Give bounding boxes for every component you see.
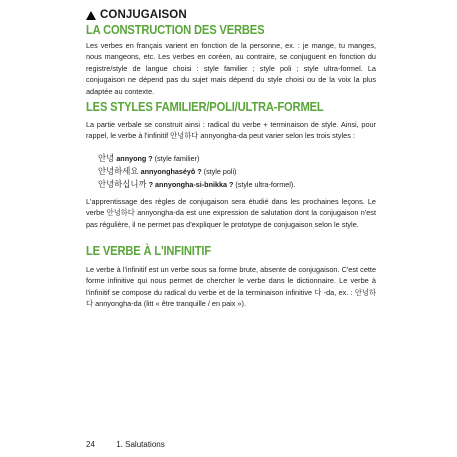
example-ultra-formel bbox=[98, 179, 295, 190]
page-number: 24 bbox=[86, 440, 95, 449]
paragraph-apprentissage: L'apprentissage des règles de conjugaison sera étudié dans les prochaines leçons. Le verbe 안녕하다 annyongha-da est une expression de salutation dont la conjugaison n'est pas régulière, il ne permet pas d'expliquer le prototype de conjugaison selon le style. bbox=[86, 197, 376, 229]
example-korean: 안녕하세요 bbox=[98, 166, 139, 176]
section-header bbox=[86, 9, 187, 21]
example-romanization: annyong ? bbox=[116, 154, 153, 163]
heading-construction: LA CONSTRUCTION DES VERBES bbox=[86, 22, 265, 37]
example-korean: 안녕 bbox=[98, 153, 115, 163]
example-note: (style ultra-formel). bbox=[233, 180, 296, 189]
paragraph-styles: La partie verbale se construit ainsi : radical du verbe + terminaison de style. Ainsi, pour rappel, le verbe à l'infinitif 안녕하다 annyongha-da peut varier selon les trois styles : bbox=[86, 120, 376, 141]
example-korean: 안녕하십니까 bbox=[98, 179, 147, 189]
heading-infinitif: LE VERBE À L'INFINITIF bbox=[86, 243, 211, 258]
page-footer bbox=[86, 440, 165, 449]
example-note: (style poli) bbox=[201, 167, 237, 176]
example-familier bbox=[98, 153, 199, 164]
example-poli bbox=[98, 166, 236, 177]
heading-styles: LES STYLES FAMILIER/POLI/ULTRA-FORMEL bbox=[86, 99, 324, 114]
example-romanization: ? annyongha-si-bnikka ? bbox=[148, 180, 234, 189]
paragraph-infinitif: Le verbe à l'infinitif est un verbe sous sa forme brute, absente de conjugaison. C'est cette forme infinitive qui nous permet de chercher le verbe dans le dictionnaire. Le verbe à l'infinitif se compose du radical du verbe et de la terminaison infinitive 다 -da, ex. : 안녕하다 annyongha-da (litt « être tranquille / en paix »). bbox=[86, 265, 376, 309]
example-note: (style familier) bbox=[152, 154, 200, 163]
chapter-title: 1. Salutations bbox=[116, 440, 165, 449]
triangle-icon bbox=[86, 11, 96, 20]
example-romanization: annyonghaséyô ? bbox=[140, 167, 202, 176]
section-label: CONJUGAISON bbox=[100, 9, 187, 21]
paragraph-intro: Les verbes en français varient en fonction de la personne, ex. : je mange, tu manges, nous mangeons, etc. Les verbes en coréen, au contraire, se conjuguent en fonction du registre/style de langue choisi : style familier ; style poli ; style ultra-formel. La conjugaison ne dépend pas du sujet mais dépend du style choisi ou de la voix la plus adaptée au contexte. bbox=[86, 41, 376, 96]
